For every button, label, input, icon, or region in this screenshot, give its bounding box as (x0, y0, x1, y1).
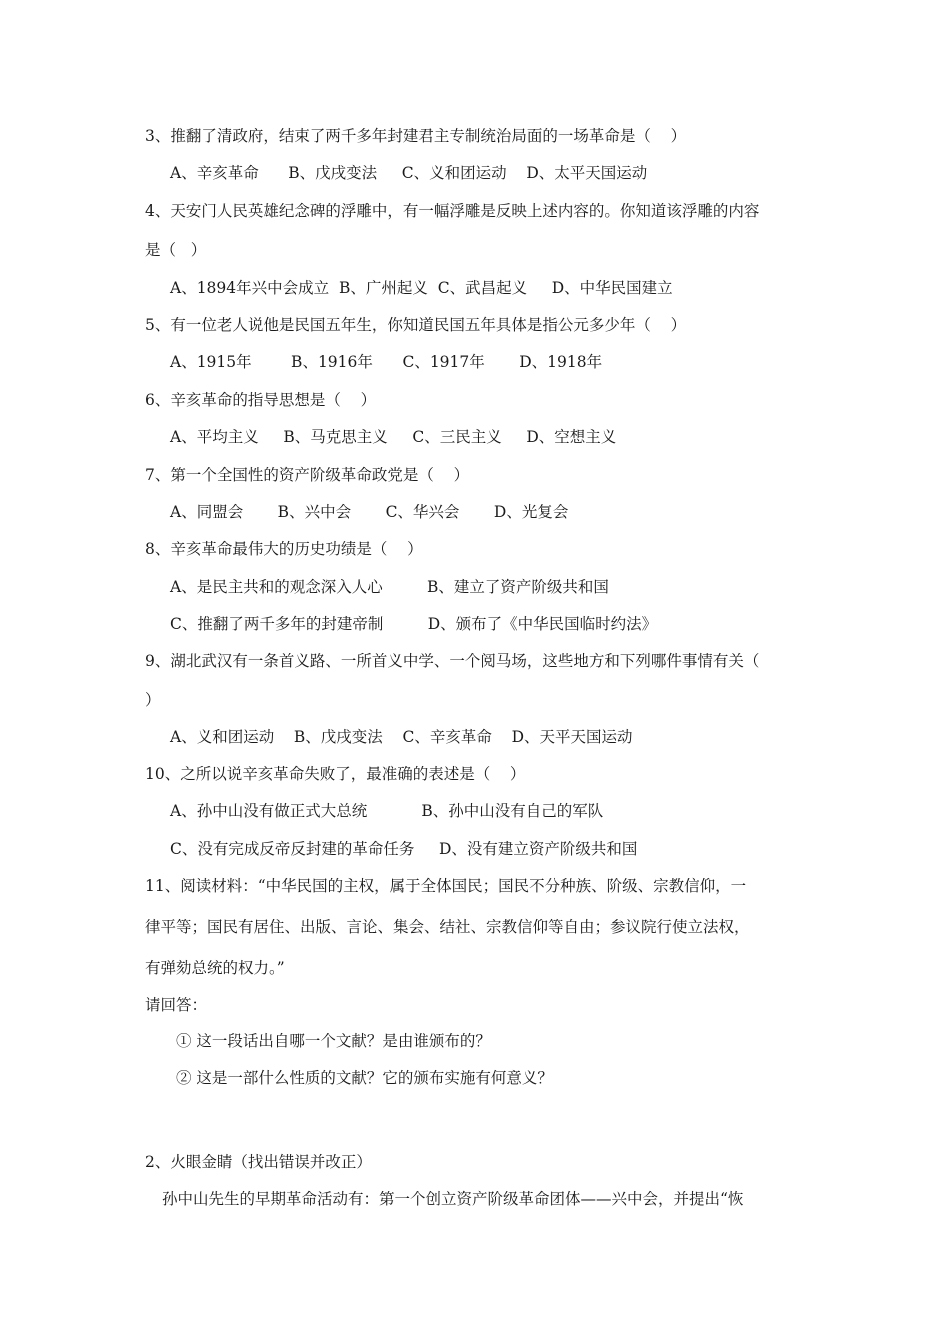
question-8-options-cd: C、推翻了两千多年的封建帝制 D、颁布了《中华民国临时约法》 (170, 615, 658, 633)
question-9-cont: ） (145, 691, 161, 709)
question-7-options: A、同盟会 B、兴中会 C、华兴会 D、光复会 (170, 503, 569, 521)
sub-question-2: ② 这是一部什么性质的文献？它的颁布实施有何意义？ (176, 1069, 553, 1087)
question-6: 6、辛亥革命的指导思想是（ ） (145, 391, 377, 409)
question-11-cont-1: 律平等；国民有居住、出版、言论、集会、结社、宗教信仰等自由；参议院行使立法权， (145, 918, 750, 936)
question-4-cont: 是（ ） (145, 241, 207, 259)
question-8: 8、辛亥革命最伟大的历史功绩是（ ） (145, 540, 423, 558)
section-2-heading: 2、火眼金睛（找出错误并改正） (145, 1153, 372, 1171)
question-10-options-cd: C、没有完成反帝反封建的革命任务 D、没有建立资产阶级共和国 (170, 840, 638, 858)
question-3: 3、推翻了清政府，结束了两千多年封建君主专制统治局面的一场革命是（ ） (145, 127, 687, 145)
question-4-options: A、1894年兴中会成立 B、广州起义 C、武昌起义 D、中华民国建立 (170, 279, 673, 297)
question-9-options: A、义和团运动 B、戊戌变法 C、辛亥革命 D、天平天国运动 (170, 728, 633, 746)
question-8-options-ab: A、是民主共和的观念深入人心 B、建立了资产阶级共和国 (170, 578, 609, 596)
question-11: 11、阅读材料：“中华民国的主权，属于全体国民；国民不分种族、阶级、宗教信仰，一 (145, 877, 747, 895)
question-5-options: A、1915年 B、1916年 C、1917年 D、1918年 (170, 353, 603, 371)
question-10: 10、之所以说辛亥革命失败了，最准确的表述是（ ） (145, 765, 526, 783)
question-9: 9、湖北武汉有一条首义路、一所首义中学、一个阅马场，这些地方和下列哪件事情有关（ (145, 652, 760, 670)
question-3-options: A、辛亥革命 B、戊戌变法 C、义和团运动 D、太平天国运动 (170, 164, 648, 182)
question-7: 7、第一个全国性的资产阶级革命政党是（ ） (145, 466, 470, 484)
sub-question-1: ① 这一段话出自哪一个文献？是由谁颁布的？ (176, 1032, 491, 1050)
question-6-options: A、平均主义 B、马克思主义 C、三民主义 D、空想主义 (170, 428, 617, 446)
question-4: 4、天安门人民英雄纪念碑的浮雕中，有一幅浮雕是反映上述内容的。你知道该浮雕的内容 (145, 202, 760, 220)
question-11-cont-2: 有弹劾总统的权力。” (145, 959, 285, 977)
question-5: 5、有一位老人说他是民国五年生，你知道民国五年具体是指公元多少年（ ） (145, 316, 687, 334)
question-10-options-ab: A、孙中山没有做正式大总统 B、孙中山没有自己的军队 (170, 802, 604, 820)
answer-prompt: 请回答： (145, 996, 208, 1014)
section-2-text: 孙中山先生的早期革命活动有：第一个创立资产阶级革命团体——兴中会，并提出“恢 (162, 1190, 744, 1208)
